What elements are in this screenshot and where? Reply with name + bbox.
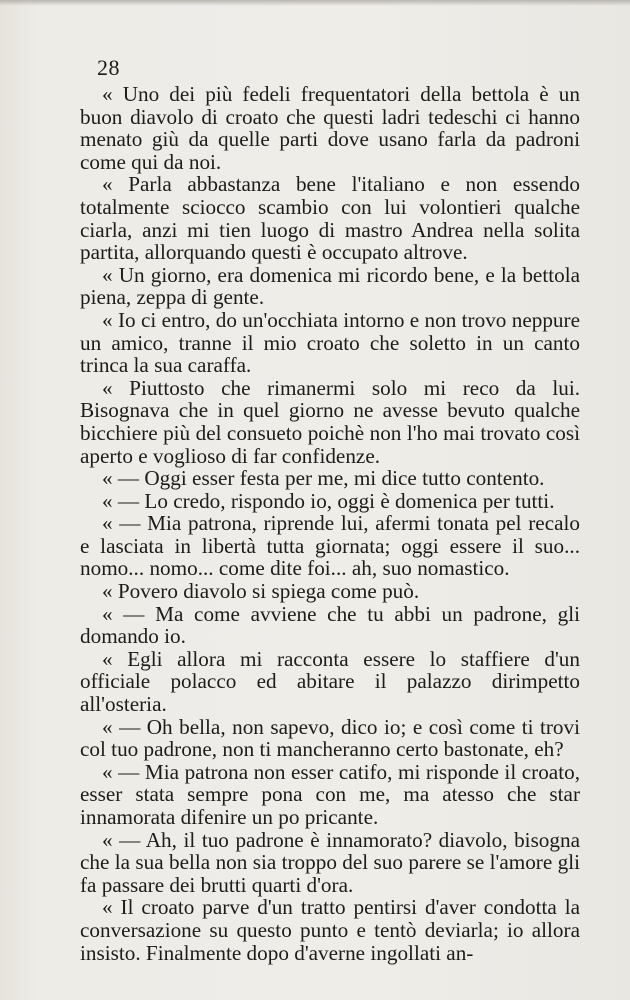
paragraph: « Un giorno, era domenica mi ricordo bene, e la bettola piena, zeppa di gente.: [80, 262, 580, 310]
paragraph: « Egli allora mi racconta essere lo staffiere d'un officiale polacco ed abitare il palazzo dirimpetto all'osteria.: [80, 646, 580, 717]
paragraph: « Io ci entro, do un'occhiata intorno e non trovo neppure un amico, tranne il mio croato che soletto in un canto trinca la sua caraffa.: [80, 307, 580, 378]
paragraph: « — Ma come avviene che tu abbi un padrone, gli domando io.: [80, 601, 580, 649]
paragraph: « — Lo credo, rispondo io, oggi è domenica per tutti.: [102, 488, 555, 513]
paragraph: « Povero diavolo si spiega come può.: [102, 579, 420, 604]
paragraph: « Parla abbastanza bene l'italiano e non essendo totalmente sciocco scambio con lui volontieri qualche ciarla, anzi mi tien luogo di mastro Andrea nella solita partita, allorquando questi è occupato altrove.: [80, 172, 580, 265]
paragraph: « — Oh bella, non sapevo, dico io; e così come ti trovi col tuo padrone, non ti mancheranno certo bastonate, eh?: [80, 714, 580, 762]
paragraph: « — Mia patrona non esser catifo, mi risponde il croato, esser stata sempre pona con me, ma atesso che star innamorata difenire un po pricante.: [80, 759, 580, 829]
paragraph: « Piuttosto che rimanermi solo mi reco da lui. Bisognava che in quel giorno ne avesse bevuto qualche bicchiere più del consueto poichè non l'ho mai trovato così aperto e voglioso di far confidenze.: [80, 375, 580, 468]
body-text: [80, 83, 580, 964]
paragraph: « — Ah, il tuo padrone è innamorato? diavolo, bisogna che la sua bella non sia troppo del suo parere se l'amore gli fa passare dei brutti quarti d'ora.: [80, 827, 580, 897]
paragraph: « Il croato parve d'un tratto pentirsi d'aver condotta la conversazione su questo punto e tentò deviarla; io allora insisto. Finalmente dopo d'averne ingollati an-: [80, 895, 580, 965]
paragraph: « — Oggi esser festa per me, mi dice tutto contento.: [102, 466, 545, 491]
paragraph: « — Mia patrona, riprende lui, afermi tonata pel recalo e lasciata in libertà tutta giornata; oggi essere il suo... nomo... nomo... come dite foi... ah, suo nomastico.: [80, 511, 580, 581]
paragraph: « Uno dei più fedeli frequentatori della bettola è un buon diavolo di croato che questi ladri tedeschi ci hanno menato giù da quelle parti dove usano farla da padroni come qui da noi.: [80, 82, 580, 174]
page-number: 28: [97, 55, 120, 80]
page-top-edge: [0, 0, 630, 6]
